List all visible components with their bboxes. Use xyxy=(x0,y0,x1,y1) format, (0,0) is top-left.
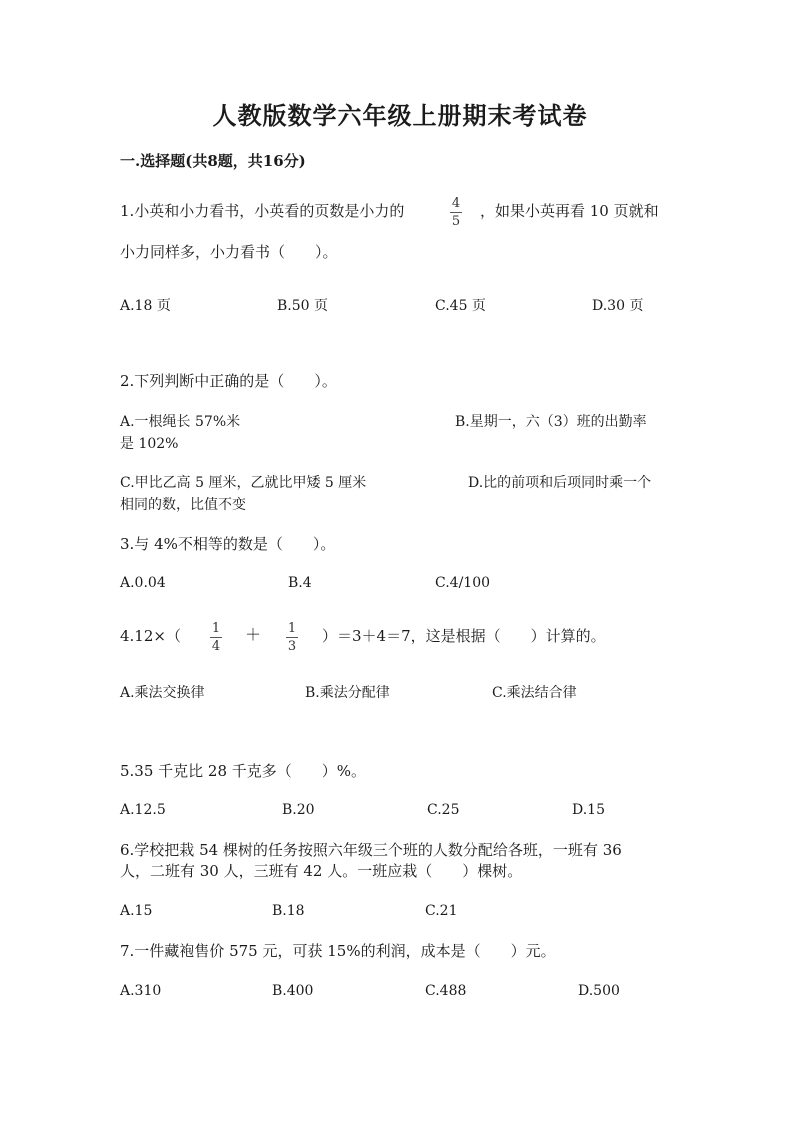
fraction-denominator: 4 xyxy=(211,639,221,654)
question-4-prefix: 4.12×（ xyxy=(120,627,181,645)
question-6-line-2: 人，二班有 30 人，三班有 42 人。一班应栽（ ）棵树。 xyxy=(120,862,523,880)
question-1-option-b: B.50 页 xyxy=(277,298,329,314)
fraction-bar xyxy=(450,212,462,213)
question-4-plus: ＋ xyxy=(245,625,262,644)
question-2-option-b: B.星期一，六（3）班的出勤率 xyxy=(455,414,647,430)
question-1-option-c: C.45 页 xyxy=(435,298,486,314)
question-7-option-a: A.310 xyxy=(120,983,162,999)
page-title: 人教版数学六年级上册期末考试卷 xyxy=(212,101,588,130)
question-4-option-a: A.乘法交换律 xyxy=(120,685,205,701)
question-7-text: 7.一件藏袍售价 575 元，可获 15%的利润，成本是（ ）元。 xyxy=(120,942,556,960)
question-4-fraction-1 xyxy=(210,621,222,654)
question-4-fraction-2 xyxy=(286,621,298,654)
question-2-option-d: D.比的前项和后项同时乘一个 xyxy=(468,475,652,491)
question-2-option-a: A.一根绳长 57%米 xyxy=(120,414,241,430)
question-1-line-1a: 1.小英和小力看书，小英看的页数是小力的 xyxy=(120,202,405,220)
question-2-option-c: C.甲比乙高 5 厘米，乙就比甲矮 5 厘米 xyxy=(120,475,367,491)
fraction-denominator: 5 xyxy=(451,214,461,229)
question-6-option-b: B.18 xyxy=(272,903,305,919)
question-4-suffix: ）＝3＋4＝7，这是根据（ ）计算的。 xyxy=(322,627,606,645)
fraction-bar xyxy=(210,637,222,638)
question-7-option-d: D.500 xyxy=(578,983,620,999)
question-3-option-b: B.4 xyxy=(288,575,312,591)
question-3-option-a: A.0.04 xyxy=(120,575,166,591)
question-5-option-b: B.20 xyxy=(282,802,315,818)
fraction-numerator: 1 xyxy=(287,621,297,636)
question-3-text: 3.与 4%不相等的数是（ ）。 xyxy=(120,535,336,553)
question-3-option-c: C.4/100 xyxy=(435,575,491,591)
fraction-numerator: 1 xyxy=(211,621,221,636)
question-6-option-a: A.15 xyxy=(120,903,153,919)
question-5-option-d: D.15 xyxy=(572,802,605,818)
question-4-option-c: C.乘法结合律 xyxy=(492,685,577,701)
question-1-option-a: A.18 页 xyxy=(120,298,171,314)
question-6-line-1: 6.学校把栽 54 棵树的任务按照六年级三个班的人数分配给各班，一班有 36 xyxy=(120,841,622,859)
question-2-option-b-cont: 是 102% xyxy=(120,436,179,452)
question-6-option-c: C.21 xyxy=(425,903,458,919)
question-1-line-2: 小力同样多，小力看书（ ）。 xyxy=(120,243,338,261)
question-4-option-b: B.乘法分配律 xyxy=(305,685,390,701)
section-heading: 一.选择题(共8题，共16分) xyxy=(120,152,306,170)
question-5-option-c: C.25 xyxy=(427,802,460,818)
question-1-option-d: D.30 页 xyxy=(592,298,644,314)
question-7-option-b: B.400 xyxy=(272,983,314,999)
fraction-bar xyxy=(286,637,298,638)
question-2-text: 2.下列判断中正确的是（ ）。 xyxy=(120,372,337,390)
question-5-text: 5.35 千克比 28 千克多（ ）%。 xyxy=(120,762,367,780)
question-1-line-1b: ，如果小英再看 10 页就和 xyxy=(480,202,659,220)
question-7-option-c: C.488 xyxy=(425,983,467,999)
question-1-fraction xyxy=(450,196,462,229)
fraction-numerator: 4 xyxy=(451,196,461,211)
fraction-denominator: 3 xyxy=(287,639,297,654)
question-5-option-a: A.12.5 xyxy=(120,802,166,818)
question-2-option-d-cont: 相同的数，比值不变 xyxy=(120,497,246,513)
